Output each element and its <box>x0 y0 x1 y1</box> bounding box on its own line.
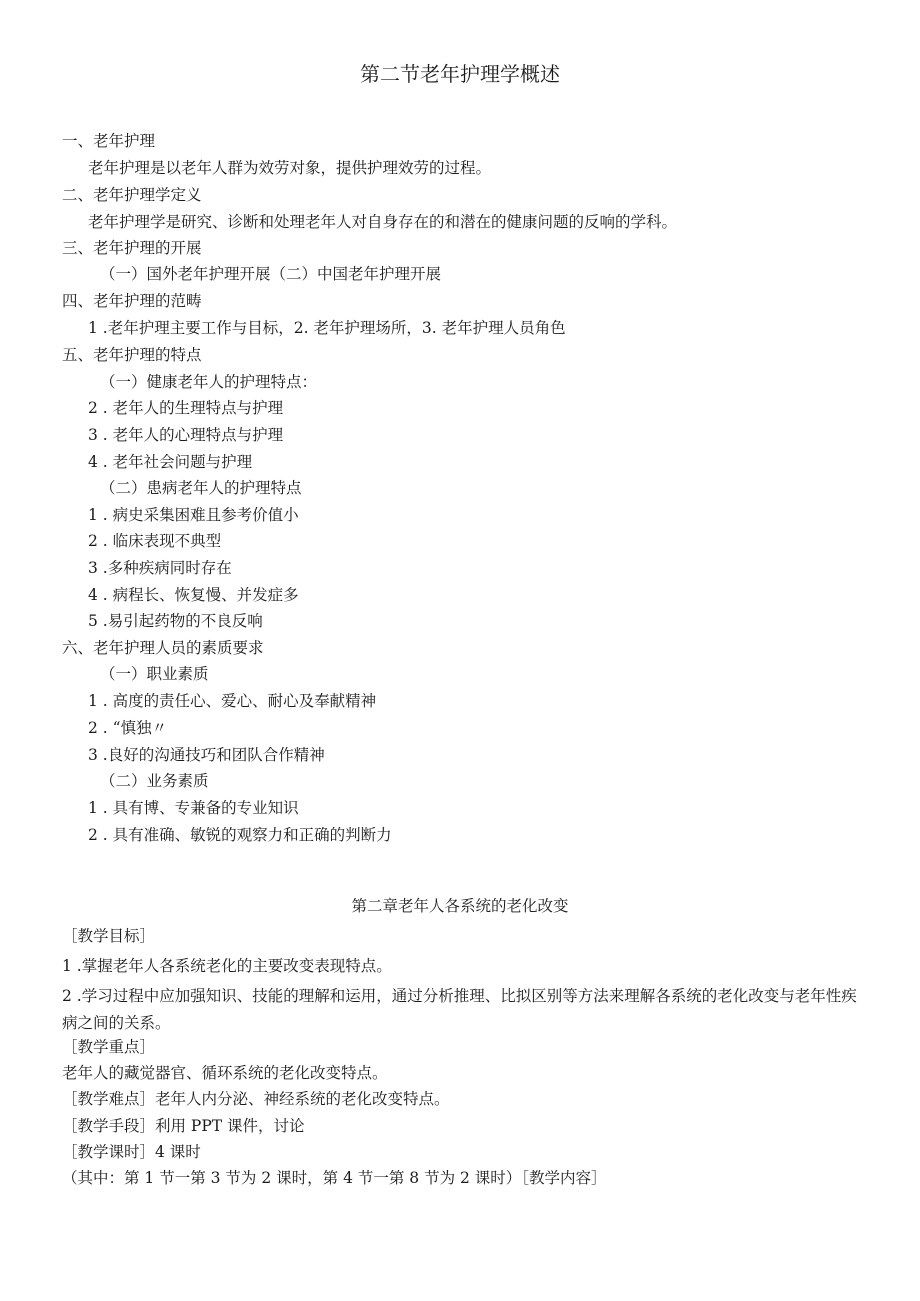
sub-heading: （一）职业素质 <box>100 665 209 683</box>
list-item: 1 .掌握老年人各系统老化的主要改变表现特点。 <box>62 957 392 975</box>
list-item: 3 . 老年人的心理特点与护理 <box>88 426 284 444</box>
sub-heading: （一）健康老年人的护理特点： <box>100 373 318 391</box>
paragraph: ［教学难点］老年人内分泌、神经系统的老化改变特点。 <box>62 1090 450 1108</box>
list-item: 1 . 具有博、专兼备的专业知识 <box>88 799 299 817</box>
heading-4: 四、老年护理的范畴 <box>62 292 202 310</box>
sub-heading: （二）患病老年人的护理特点 <box>100 479 302 497</box>
list-item: 2 . 临床表现不典型 <box>88 532 222 550</box>
list-item: 4 . 病程长、恢复慢、并发症多 <box>88 586 299 604</box>
section-label-key-points: ［教学重点］ <box>62 1038 156 1056</box>
list-item: 1 . 病史采集困难且参考价值小 <box>88 506 299 524</box>
paragraph: 老年护理是以老年人群为效劳对象，提供护理效劳的过程。 <box>88 159 492 177</box>
paragraph: ［教学课时］4 课时 <box>62 1143 201 1161</box>
paragraph: 老年护理学是研究、诊断和处理老年人对自身存在的和潜在的健康问题的反响的学科。 <box>88 213 678 231</box>
list-item: 5 .易引起药物的不良反响 <box>88 612 263 630</box>
paragraph: 老年人的藏觉器官、循环系统的老化改变特点。 <box>62 1064 388 1082</box>
section-label-objectives: ［教学目标］ <box>62 927 156 945</box>
list-item: 3 .多种疾病同时存在 <box>88 559 232 577</box>
chapter-title: 第二章老年人各系统的老化改变 <box>351 897 569 915</box>
heading-3: 三、老年护理的开展 <box>62 239 202 257</box>
paragraph: （其中：第 1 节一第 3 节为 2 课时，第 4 节一第 8 节为 2 课时）［教学内容］ <box>62 1169 607 1187</box>
heading-2: 二、老年护理学定义 <box>62 186 202 204</box>
sub-heading: （一）国外老年护理开展（二）中国老年护理开展 <box>100 265 442 283</box>
list-item: 2 . 老年人的生理特点与护理 <box>88 399 284 417</box>
list-item: 2 . “慎独〃 <box>88 719 168 737</box>
list-item: 2 . 具有准确、敏锐的观察力和正确的判断力 <box>88 826 392 844</box>
list-item: 1 . 高度的责任心、爱心、耐心及奉献精神 <box>88 692 377 710</box>
paragraph: ［教学手段］利用 PPT 课件，讨论 <box>62 1117 305 1135</box>
heading-1: 一、老年护理 <box>62 132 156 150</box>
heading-6: 六、老年护理人员的素质要求 <box>62 639 264 657</box>
list-item: 1 .老年护理主要工作与目标，2. 老年护理场所，3. 老年护理人员角色 <box>88 319 566 337</box>
list-item: 3 .良好的沟通技巧和团队合作精神 <box>88 746 325 764</box>
page-title: 第二节老年护理学概述 <box>360 62 560 86</box>
heading-5: 五、老年护理的特点 <box>62 346 202 364</box>
paragraph: 2 .学习过程中应加强知识、技能的理解和运用，通过分析推理、比拟区别等方法来理解各系统的老化改变与老年性疾病之间的关系。 <box>62 987 857 1032</box>
sub-heading: （二）业务素质 <box>100 772 209 790</box>
list-item: 4 . 老年社会问题与护理 <box>88 453 253 471</box>
